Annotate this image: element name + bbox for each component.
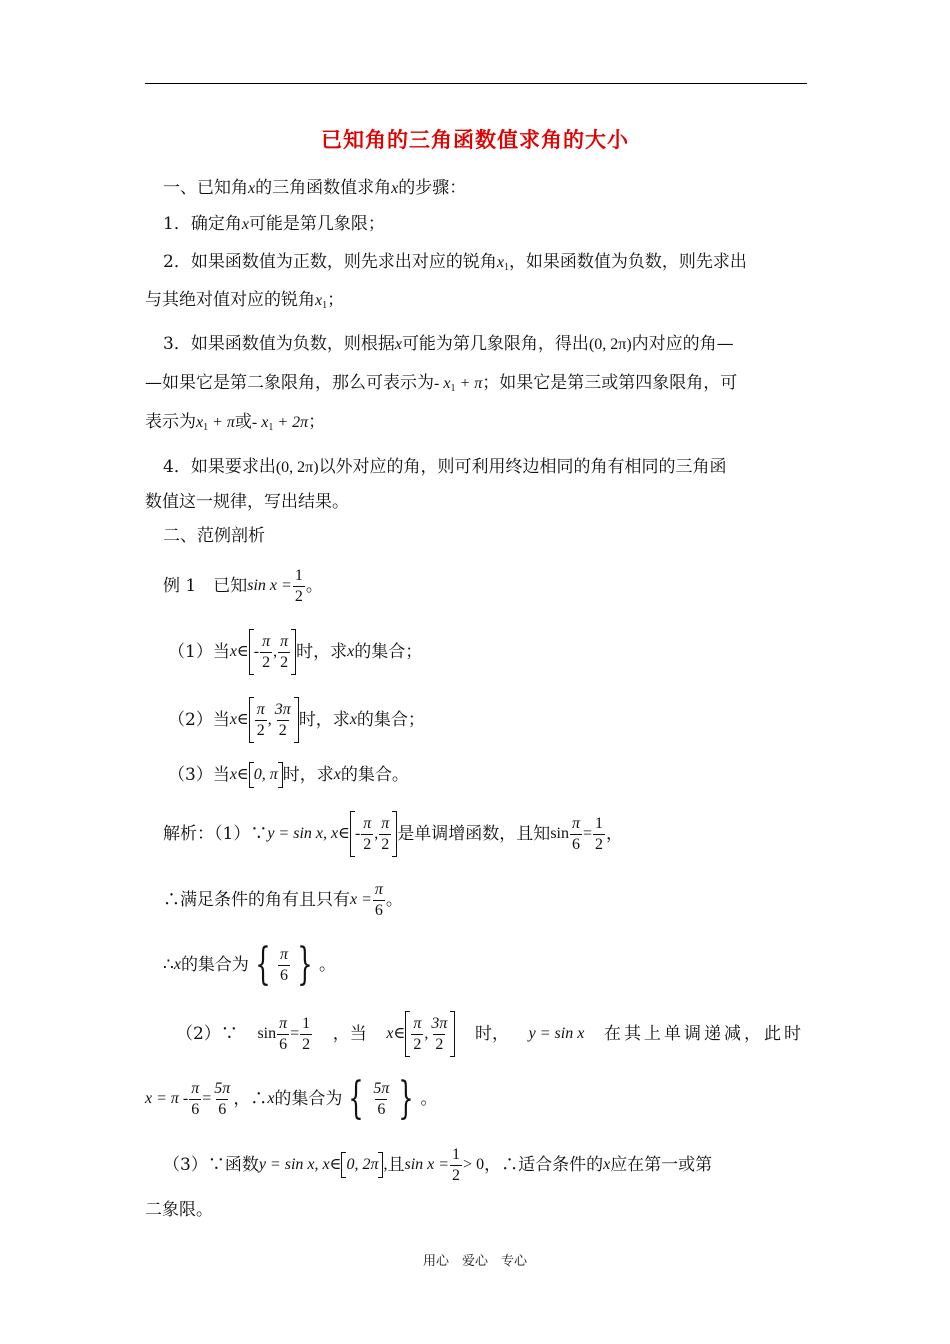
text: 时，求 — [296, 642, 348, 662]
text: 且 — [387, 1155, 405, 1175]
math-x-eq: x = — [350, 891, 372, 908]
math-in: x∈ — [229, 711, 249, 728]
text: 时，求 — [282, 765, 334, 785]
text: 例 1 已知 — [163, 576, 248, 596]
text: ，当 — [332, 1024, 367, 1044]
step-3-line2 — [145, 371, 810, 401]
text: 与其绝对值对应的锐角 — [145, 290, 315, 310]
fraction-1-2: $\frac{1}{2}$ — [302, 1014, 311, 1053]
text: 表示为 — [145, 412, 196, 432]
text: 的集合。 — [340, 765, 409, 785]
math-sinx: sin x = — [404, 1156, 450, 1173]
text: 可能为第几象限角，得出 — [401, 334, 589, 354]
step-2-line1 — [163, 250, 810, 280]
text: 的集合； — [354, 642, 423, 662]
fraction-1-2: $\frac{1}{2}$ — [452, 1145, 461, 1184]
fraction-pi-6: $\frac{\pi}{6}$ — [279, 945, 288, 984]
math-y-sinx: y = sin x — [528, 1025, 585, 1042]
text: （2）当 — [168, 710, 230, 730]
text: 以外对应的角，则可利用终边相同的角有相同的三角函 — [318, 457, 727, 477]
math-comma: , — [267, 711, 272, 728]
fraction-5pi-6: $\frac{5\pi}{6}$ — [373, 1079, 390, 1118]
fraction-pi-6: $\frac{\pi}{6}$ — [571, 814, 580, 853]
math-x: x — [248, 180, 256, 197]
section2-heading: 二、范例剖析 — [163, 526, 265, 546]
math-comma: , — [374, 825, 379, 842]
math-sinx: sin x = — [247, 577, 292, 594]
text: ，如果函数值为负数，则先求出 — [508, 252, 747, 272]
math-comma: , — [424, 1025, 429, 1042]
text: 时， — [475, 1024, 510, 1044]
math-eq: = — [583, 825, 593, 842]
text: ∴满足条件的角有且只有 — [163, 890, 350, 910]
math-y-eq-sinx: y = sin x, x∈ — [267, 825, 350, 842]
step-4-line1 — [163, 455, 828, 480]
step-4-line2: 数值这一规律，写出结果。 — [145, 492, 349, 512]
fraction-pi-2: $\frac{\pi}{2}$ — [381, 814, 390, 853]
math-x: x — [603, 1156, 611, 1173]
math-x: x — [241, 216, 249, 233]
fraction-pi-2: $\frac{\pi}{2}$ — [262, 632, 271, 671]
text: ， — [606, 824, 624, 844]
text: 1．确定角 — [163, 214, 242, 234]
math-x: x — [333, 766, 341, 783]
solution-3-line2: 二象限。 — [145, 1200, 213, 1220]
fraction-pi-2: $\frac{\pi}{2}$ — [280, 632, 289, 671]
math-in: x∈ — [229, 766, 249, 783]
math-minus: - — [253, 643, 260, 660]
example-1: 例 1 已知 sin x = $\frac{1}{2}$ 。 — [163, 566, 323, 605]
text: 的集合； — [356, 710, 425, 730]
text: 内对应的角— — [631, 334, 734, 354]
page-footer: 用心 爱心 专心 — [422, 1254, 527, 1269]
text: 应在第一或第 — [610, 1155, 713, 1175]
math-eq: = — [202, 1090, 212, 1107]
math-neg-x1-plus-2pi: - $x_1 + 2\pi$ — [251, 414, 309, 433]
text: 或 — [234, 412, 252, 432]
math-minus: - — [354, 825, 361, 842]
math-interval: 0, π — [253, 766, 278, 783]
math-x: x — [267, 1090, 275, 1107]
text: 的三角函数值求角 — [255, 178, 392, 198]
fraction-1-2: $\frac{1}{2}$ — [595, 814, 604, 853]
fraction-pi-2: $\frac{\pi}{2}$ — [363, 814, 372, 853]
fraction-1-2: $\frac{1}{2}$ — [294, 566, 303, 605]
math-in: x∈ — [229, 643, 249, 660]
math-sin: sin — [550, 825, 569, 842]
solution-2-line2 — [145, 1073, 810, 1124]
text: ∴ — [163, 955, 174, 975]
text: 解析：（1）∵ — [163, 824, 268, 844]
text: ；如果它是第三或第四象限角，可 — [482, 373, 738, 393]
step-2-line2 — [145, 288, 810, 318]
right-brace: } — [398, 1073, 415, 1124]
text: （1）当 — [168, 642, 230, 662]
text: ； — [308, 412, 326, 432]
text: —如果它是第二象限角，那么可表示为 — [145, 373, 434, 393]
text: 的集合为 — [180, 955, 249, 975]
left-bracket — [405, 1011, 410, 1057]
text: 。 — [318, 955, 336, 975]
text: 在其上单调递减，此时 — [603, 1024, 804, 1044]
step-3-line3 — [145, 410, 810, 440]
math-x: x — [347, 643, 355, 660]
fraction-pi-2: $\frac{\pi}{2}$ — [413, 1014, 422, 1053]
math-interval: 0, 2π — [346, 1156, 379, 1173]
math-x-eq-pi-minus: x = π - — [145, 1090, 189, 1107]
fraction-pi-6: $\frac{\pi}{6}$ — [279, 1014, 288, 1053]
solution-1 — [163, 810, 828, 858]
text: 3．如果函数值为负数，则根据 — [163, 334, 395, 354]
text: 时，求 — [298, 710, 350, 730]
right-bracket — [450, 1011, 455, 1057]
text: 4．如果要求出 — [163, 457, 276, 477]
text: （2）∵ — [176, 1024, 238, 1044]
step-3-line1 — [163, 332, 810, 357]
math-neg-x1-plus-pi: - $x_1 + \pi$ — [434, 375, 483, 394]
text: 的集合为 — [274, 1089, 343, 1109]
text: ，∴适合条件的 — [484, 1155, 604, 1175]
math-x: x — [349, 711, 357, 728]
solution-3-line1 — [163, 1142, 810, 1188]
math-in: x∈ — [386, 1025, 406, 1042]
text: 。 — [385, 890, 403, 910]
step-1 — [163, 212, 828, 237]
math-interval: (0, 2π) — [588, 336, 632, 353]
math-x: x — [391, 180, 399, 197]
text: ； — [327, 290, 345, 310]
math-comma: , — [383, 1156, 388, 1173]
header-rule — [145, 83, 807, 84]
math-sin: sin — [257, 1025, 277, 1042]
math-eq: = — [290, 1025, 300, 1042]
fraction-pi-6: $\frac{\pi}{6}$ — [374, 880, 383, 919]
text: 的步骤： — [398, 178, 467, 198]
text: 2．如果函数值为正数，则先求出对应的锐角 — [163, 252, 497, 272]
solution-2-line1 — [176, 1010, 804, 1058]
math-x1-plus-pi: $x_1 + \pi$ — [196, 414, 235, 433]
solution-1-conclusion — [163, 878, 828, 922]
math-x1: $x_1$ — [496, 254, 509, 273]
left-bracket — [249, 697, 254, 743]
math-x: x — [394, 336, 402, 353]
math-interval: (0, 2π) — [275, 459, 319, 476]
fraction-3pi-2: $\frac{3\pi}{2}$ — [431, 1014, 448, 1053]
text: （3）当 — [168, 765, 230, 785]
text: 一、已知角 — [163, 178, 248, 198]
text: 是单调增函数，且知 — [397, 824, 551, 844]
text: （3）∵函数 — [163, 1155, 259, 1175]
fraction-pi-2: $\frac{\pi}{2}$ — [256, 700, 265, 739]
left-brace: { — [348, 1073, 365, 1124]
right-brace: } — [297, 939, 313, 990]
left-brace: { — [255, 939, 271, 990]
page-title: 已知角的三角函数值求角的大小 — [321, 128, 629, 152]
text: ，∴ — [233, 1089, 268, 1109]
fraction-5pi-6: $\frac{5\pi}{6}$ — [214, 1079, 231, 1118]
fraction-3pi-2: $\frac{3\pi}{2}$ — [274, 700, 291, 739]
question-1 — [168, 628, 833, 676]
math-x1: $x_1$ — [315, 292, 328, 311]
question-2 — [168, 696, 833, 744]
math-y-eq-sinx: y = sin x, x∈ — [258, 1156, 342, 1173]
math-comma: , — [273, 643, 278, 660]
math-gt-zero: > 0 — [463, 1156, 485, 1173]
section1-heading — [163, 176, 828, 201]
text: 可能是第几象限； — [248, 214, 385, 234]
text: 。 — [420, 1089, 438, 1109]
question-3 — [168, 762, 833, 788]
fraction-pi-6: $\frac{\pi}{6}$ — [191, 1079, 200, 1118]
math-x: x — [173, 956, 181, 973]
solution-1-set — [163, 939, 828, 990]
